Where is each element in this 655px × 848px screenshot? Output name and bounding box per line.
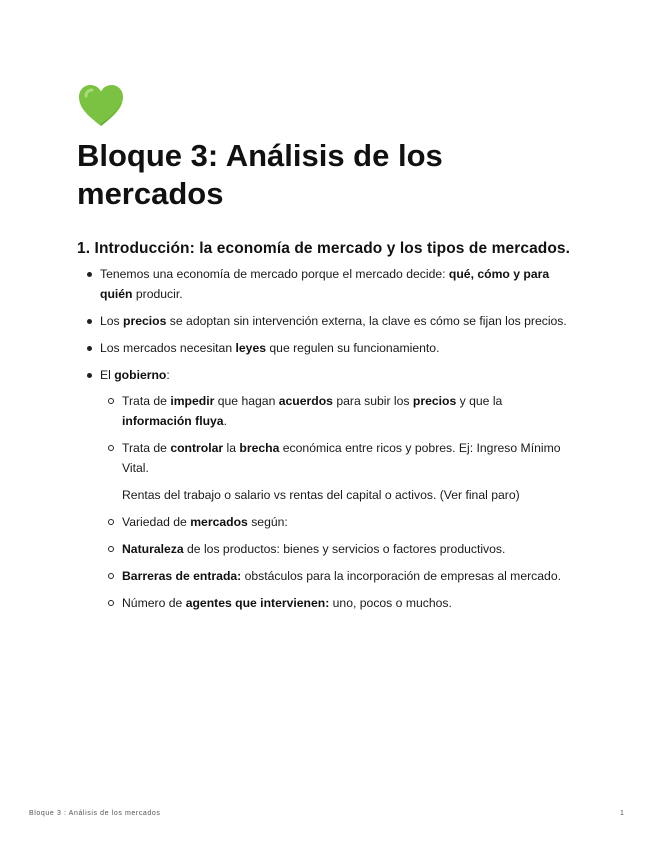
item-text: Trata de — [122, 441, 171, 455]
item-bold: acuerdos — [278, 394, 333, 408]
bullet-icon — [87, 272, 92, 277]
item-bold: precios — [412, 394, 457, 408]
hollow-bullet-icon — [108, 546, 114, 552]
item-bold: Barreras de entrada: — [122, 569, 242, 583]
item-continuation: Rentas del trabajo o salario vs rentas del capital o activos. (Ver final paro) — [122, 488, 520, 502]
item-text: y que la — [456, 394, 503, 408]
hollow-bullet-icon — [108, 519, 114, 525]
item-text: El — [100, 368, 115, 382]
item-text: Los — [100, 314, 124, 328]
item-bold: qué, cómo y para quién — [100, 267, 550, 301]
title-line-2: mercados — [77, 176, 224, 211]
bullet-list — [0, 264, 655, 620]
bullet-icon — [87, 346, 92, 351]
item-bold: gobierno — [114, 368, 167, 382]
list-item — [0, 264, 580, 304]
sub-list-item — [100, 438, 562, 505]
hollow-bullet-icon — [108, 600, 114, 606]
page-number: 1 — [620, 810, 624, 817]
list-item — [0, 365, 580, 613]
hollow-bullet-icon — [108, 398, 114, 404]
sub-list-item — [100, 593, 562, 613]
item-bold: impedir — [170, 394, 215, 408]
item-bold: información fluya — [122, 414, 224, 428]
item-text: la — [223, 441, 240, 455]
green-heart-icon — [78, 84, 124, 128]
item-text: Número de — [122, 596, 186, 610]
item-text: según: — [247, 515, 288, 529]
item-bold: leyes — [235, 341, 266, 355]
item-bold: controlar — [170, 441, 224, 455]
item-text: se adoptan sin intervención externa, la clave es cómo se fijan los precios. — [166, 314, 567, 328]
item-text: que hagan — [214, 394, 279, 408]
title-line-1: Bloque 3: Análisis de los — [77, 138, 443, 173]
hollow-bullet-icon — [108, 445, 114, 451]
list-item — [0, 338, 580, 358]
list-item — [0, 311, 580, 331]
item-bold: Naturaleza — [122, 542, 184, 556]
item-bold: precios — [123, 314, 167, 328]
item-bold: brecha — [239, 441, 280, 455]
item-text: . — [223, 414, 227, 428]
item-text: para subir los — [332, 394, 413, 408]
item-text: que regulen su funcionamiento. — [266, 341, 440, 355]
bullet-icon — [87, 319, 92, 324]
bullet-icon — [87, 373, 92, 378]
sub-list — [100, 391, 580, 613]
item-text: Los mercados necesitan — [100, 341, 236, 355]
sub-list-item — [100, 391, 562, 431]
item-text: Tenemos una economía de mercado porque el mercado decide: — [100, 267, 449, 281]
footer-title: Bloque 3 : Análisis de los mercados — [29, 810, 161, 817]
item-text: uno, pocos o muchos. — [329, 596, 452, 610]
page-title — [77, 137, 597, 213]
item-bold: agentes que intervienen: — [185, 596, 330, 610]
item-text: : — [166, 368, 170, 382]
section-heading: 1. Introducción: la economía de mercado y los tipos de mercados. — [77, 240, 571, 257]
item-text: económica entre ricos y pobres. Ej: Ingreso Mínimo Vital. — [122, 441, 561, 475]
sub-list-item — [100, 539, 562, 559]
item-text: Variedad de — [122, 515, 191, 529]
item-text: producir. — [132, 287, 183, 301]
item-text: de los productos: bienes y servicios o factores productivos. — [183, 542, 506, 556]
hollow-bullet-icon — [108, 573, 114, 579]
item-text: Trata de — [122, 394, 171, 408]
item-bold: mercados — [190, 515, 248, 529]
item-text: obstáculos para la incorporación de empresas al mercado. — [241, 569, 561, 583]
sub-list-item — [100, 512, 562, 532]
sub-list-item — [100, 566, 562, 586]
